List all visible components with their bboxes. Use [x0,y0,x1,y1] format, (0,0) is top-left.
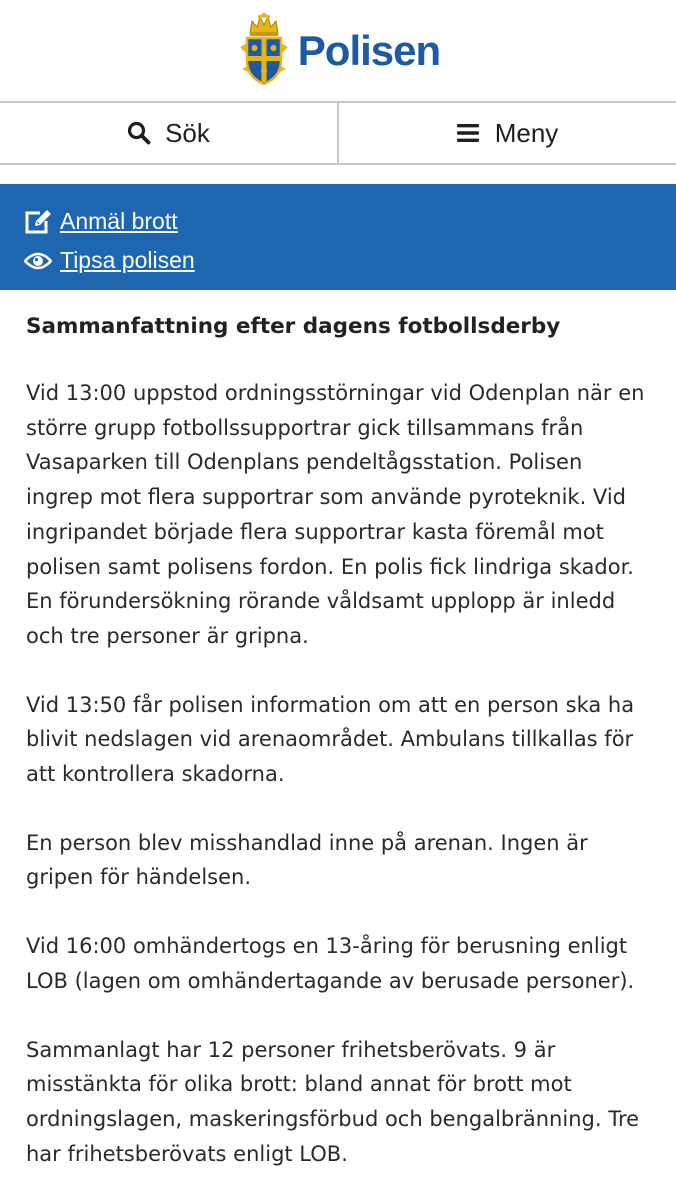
article-title: Sammanfattning efter dagens fotbollsderby [26,314,561,339]
hamburger-menu-icon [457,123,481,143]
article-paragraph: Vid 13:00 uppstod ordningsstörningar vid Odenplan när en större grupp fotbollssupportrar gick tillsammans från Vasaparken till Odenplans pendeltågsstation. Polisen ingrep mot flera supportrar som använde pyroteknik. Vid ingripandet började flera supportrar kasta föremål mot polisen samt polisens fordon. En polis fick lindriga skador. En förundersökning rörande våldsamt upplopp är inledd och tre personer är gripna. [26,381,645,648]
article-paragraph: Vid 16:00 omhändertogs en 13-åring för berusning enligt LOB (lagen om omhändertagande av berusade personer). [26,934,635,993]
report-crime-link[interactable] [24,202,652,241]
quick-actions-bar [0,184,676,290]
edit-icon [24,209,52,235]
menu-label: Meny [494,117,559,148]
tip-police-link[interactable] [24,241,652,280]
eye-icon [24,251,52,271]
search-label: Sök [165,117,210,148]
top-navigation [0,103,676,165]
spacer [0,165,676,184]
search-button[interactable] [0,103,339,163]
site-header [0,0,676,103]
tip-police-label: Tipsa polisen [60,247,195,273]
logo[interactable] [236,15,440,87]
police-crest-icon [236,13,292,87]
menu-button[interactable] [339,103,676,163]
article-paragraph: Sammanlagt har 12 personer frihetsberövats. 9 är misstänkta för olika brott: bland annat för brott mot ordningslagen, maskeringsförbud och bengalbränning. Tre har frihetsberövats enligt LOB. [26,1037,640,1166]
logo-text: Polisen [297,26,441,74]
search-icon [127,121,151,145]
article-paragraph: Vid 13:50 får polisen information om att en person ska ha blivit nedslagen vid arenaområdet. Ambulans tillkallas för att kontrollera skadorna. [26,692,635,787]
article [0,290,676,1171]
article-paragraph: En person blev misshandlad inne på arenan. Ingen är gripen för händelsen. [26,830,588,890]
report-crime-label: Anmäl brott [60,208,178,234]
